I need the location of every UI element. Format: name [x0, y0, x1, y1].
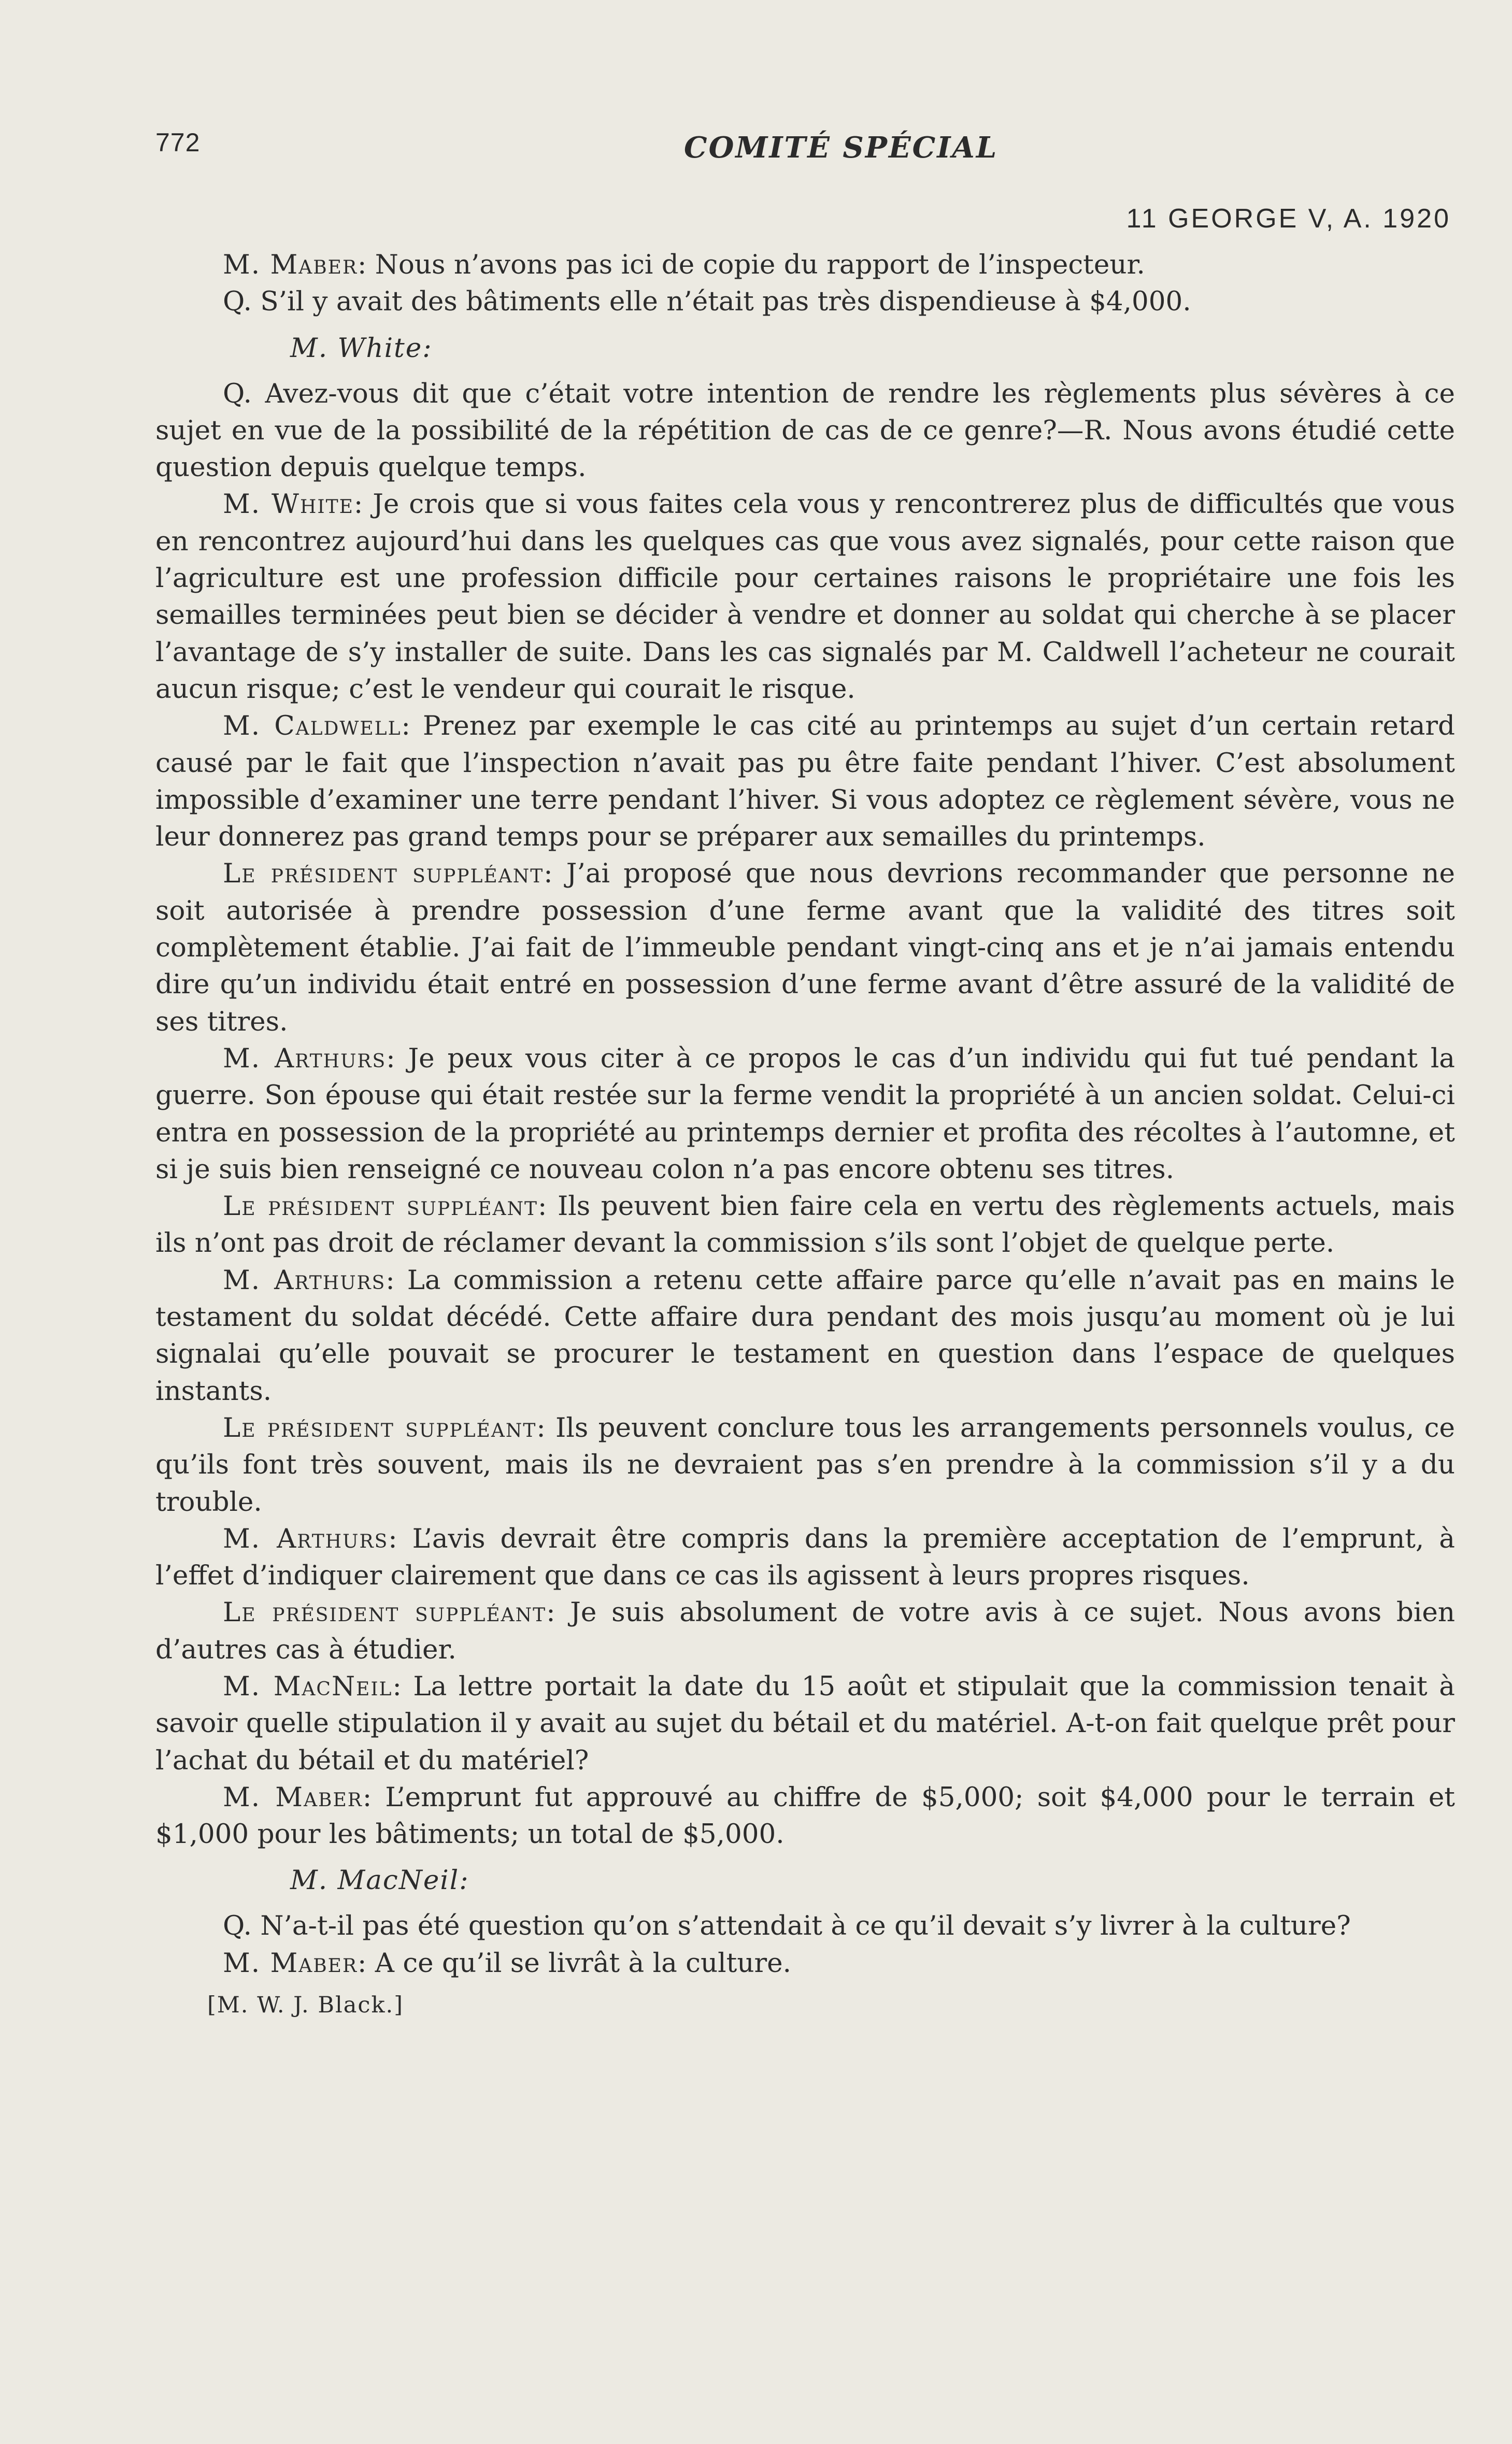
question-paragraph [155, 376, 1455, 487]
paragraph-text: Je peux vous citer à ce propos le cas d’un individu qui fut tué pendant la guerre. Son épouse qui était restée sur la ferme vendit la propriété à un ancien soldat. Celui-ci entra en possession de la propriété au printemps dernier et profita des récoltes à l’automne, et si je suis bien renseigné ce nouveau colon n’a pas encore obtenu ses titres. [155, 1042, 1455, 1185]
paragraph: M. Maber: Nous n’avons pas ici de copie du rapport de l’inspecteur. [223, 249, 1145, 280]
paragraph: M. Maber: L’emprunt fut approuvé au chiffre de $5,000; soit $4,000 pour le terrain et $1,000 pour les bâtiments; un total de $5,000. [155, 1781, 1455, 1850]
paragraph: M. Arthurs: Je peux vous citer à ce propos le cas d’un individu qui fut tué pendant la guerre. Son épouse qui était restée sur la ferme vendit la propriété à un ancien soldat. Celui-ci entra en possession de la propriété au printemps dernier et profita des récoltes à l’automne, et si je suis bien renseigné ce nouveau colon n’a pas encore obtenu ses titres. [155, 1042, 1455, 1185]
paragraph-text: La commission a retenu cette affaire parce qu’elle n’avait pas en mains le testament du soldat décédé. Cette affaire dura pendant des mois jusqu’au moment où je lui signalai qu’elle pouvait se procurer le testament en question dans l’espace de quelques instants. [155, 1264, 1455, 1407]
speaker-label: Le président suppléant [223, 858, 544, 890]
speaker-label: Le président suppléant [223, 1412, 537, 1443]
running-head: COMITÉ SPÉCIAL [684, 131, 999, 165]
paragraph-text: Prenez par exemple le cas cité au printemps au sujet d’un certain retard causé par le fait que l’inspection n’avait pas pu être faite pendant l’hiver. C’est absolument impossible d’examiner une terre pendant l’hiver. Si vous adoptez ce règlement sévère, vous ne leur donnerez pas grand temps pour se préparer aux semailles du printemps. [155, 710, 1456, 853]
speaker-label: M. Maber [223, 1781, 363, 1813]
paragraph-text: Je crois que si vous faites cela vous y rencontrerez plus de difficultés que vous en rencontrez aujourd’hui dans les quelques cas que vous avez signalés, pour cette raison que l’agriculture est une profession difficile pour certaines raisons le propriétaire une fois les semailles terminées peut bien se décider à vendre et donner au soldat qui cherche à se placer l’avantage de s’y installer de suite. Dans les cas signalés par M. Caldwell l’acheteur ne courait aucun risque; c’est le vendeur qui courait le risque. [155, 489, 1456, 705]
speaker-label: M. White [223, 489, 354, 520]
paragraph-text: Nous n’avons pas ici de copie du rapport de l’inspecteur. [375, 249, 1145, 280]
paragraph: M. Arthurs: L’avis devrait être compris dans la première acceptation de l’emprunt, à l’effet d’indiquer clairement que dans ce cas ils agissent à leurs propres risques. [155, 1523, 1455, 1592]
paragraph: M. MacNeil: La lettre portait la date du 15 août et stipulait que la commission tenait à savoir quelle stipulation il y avait au sujet du bétail et du matériel. A-t-on fait quelque prêt pour l’achat du bétail et du matériel? [155, 1670, 1455, 1776]
section-heading-white: M. White: [290, 332, 433, 364]
paragraph-text: Ils peuvent bien faire cela en vertu des règlements actuels, mais ils n’ont pas droit de réclamer devant la commission s’ils sont l’objet de quelque perte. [155, 1191, 1455, 1259]
transcript-body [155, 247, 1455, 2028]
paragraph-text: J’ai proposé que nous devrions recommander que personne ne soit autorisée à prendre possession d’une ferme avant que la validité des titres soit complètement établie. J’ai fait de l’immeuble pendant vingt-cinq ans et je n’ai jamais entendu dire qu’un individu était entré en possession d’une ferme avant d’être assuré de la validité de ses titres. [155, 858, 1455, 1037]
paragraph-text: L’emprunt fut approuvé au chiffre de $5,000; soit $4,000 pour le terrain et $1,000 pour les bâtiments; un total de $5,000. [155, 1781, 1455, 1850]
question-paragraph [155, 1908, 1455, 1945]
paragraph-text: L’avis devrait être compris dans la première acceptation de l’emprunt, à l’effet d’indiquer clairement que dans ce cas ils agissent à leurs propres risques. [155, 1523, 1455, 1592]
paragraph: Le président suppléant: Ils peuvent conclure tous les arrangements personnels voulus, ce qu’ils font très souvent, mais ils ne devraient pas s’en prendre à la commission s’il y a du trouble. [155, 1412, 1455, 1518]
speaker-label: M. Maber [223, 249, 358, 280]
paragraph: M. White: Je crois que si vous faites cela vous y rencontrerez plus de difficultés que vous en rencontrez aujourd’hui dans les quelques cas que vous avez signalés, pour cette raison que l’agriculture est une profession difficile pour certaines raisons le propriétaire une fois les semailles terminées peut bien se décider à vendre et donner au soldat qui cherche à se placer l’avantage de s’y installer de suite. Dans les cas signalés par M. Caldwell l’acheteur ne courait aucun risque; c’est le vendeur qui courait le risque. [155, 489, 1456, 705]
section-heading-macneil: M. MacNeil: [290, 1865, 469, 1896]
paragraph: Le président suppléant: Je suis absolument de votre avis à ce sujet. Nous avons bien d’autres cas à étudier. [155, 1597, 1455, 1665]
question-paragraph [155, 283, 1455, 320]
paragraph: M. Arthurs: La commission a retenu cette affaire parce qu’elle n’avait pas en mains le testament du soldat décédé. Cette affaire dura pendant des mois jusqu’au moment où je lui signalai qu’elle pouvait se procurer le testament en question dans l’espace de quelques instants. [155, 1264, 1455, 1407]
footer-note: [M. W. J. Black.] [207, 1992, 404, 2019]
session-header: 11 GEORGE V, A. 1920 [1126, 204, 1451, 234]
paragraph-text: Q. N’a-t-il pas été question qu’on s’attendait à ce qu’il devait s’y livrer à la culture? [223, 1910, 1351, 1942]
paragraph-text: Q. S’il y avait des bâtiments elle n’était pas très dispendieuse à $4,000. [223, 286, 1191, 318]
speaker-label: M. MacNeil [223, 1670, 393, 1702]
speaker-label: M. Arthurs [223, 1264, 386, 1296]
paragraph: Le président suppléant: J’ai proposé que nous devrions recommander que personne ne soit autorisée à prendre possession d’une ferme avant que la validité des titres soit complètement établie. J’ai fait de l’immeuble pendant vingt-cinq ans et je n’ai jamais entendu dire qu’un individu était entré en possession d’une ferme avant d’être assuré de la validité de ses titres. [155, 858, 1455, 1037]
speaker-label: M. Arthurs [223, 1042, 387, 1074]
paragraph: M. Maber: A ce qu’il se livrât à la culture. [223, 1947, 791, 1979]
speaker-label: M. Caldwell [223, 710, 402, 742]
speaker-label: M. Maber [223, 1947, 358, 1979]
paragraph-text: Ils peuvent conclure tous les arrangements personnels voulus, ce qu’ils font très souvent, mais ils ne devraient pas s’en prendre à la commission s’il y a du trouble. [155, 1412, 1455, 1518]
speaker-label: Le président suppléant [223, 1191, 538, 1222]
paragraph: Le président suppléant: Ils peuvent bien faire cela en vertu des règlements actuels, mais ils n’ont pas droit de réclamer devant la commission s’ils sont l’objet de quelque perte. [155, 1191, 1455, 1259]
paragraph: M. Caldwell: Prenez par exemple le cas cité au printemps au sujet d’un certain retard causé par le fait que l’inspection n’avait pas pu être faite pendant l’hiver. C’est absolument impossible d’examiner une terre pendant l’hiver. Si vous adoptez ce règlement sévère, vous ne leur donnerez pas grand temps pour se préparer aux semailles du printemps. [155, 710, 1456, 853]
speaker-label: M. Arthurs [223, 1523, 389, 1554]
paragraph-text: A ce qu’il se livrât à la culture. [375, 1947, 791, 1979]
paragraph-text: Q. Avez-vous dit que c’était votre intention de rendre les règlements plus sévères à ce sujet en vue de la possibilité de la répétition de cas de ce genre?—R. Nous avons étudié cette question depuis quelque temps. [155, 378, 1455, 483]
speaker-label: Le président suppléant [223, 1597, 547, 1628]
paragraph-text: La lettre portait la date du 15 août et stipulait que la commission tenait à savoir quelle stipulation il y avait au sujet du bétail et du matériel. A-t-on fait quelque prêt pour l’achat du bétail et du matériel? [155, 1670, 1455, 1776]
page-number: 772 [155, 128, 201, 157]
paragraph-text: Je suis absolument de votre avis à ce sujet. Nous avons bien d’autres cas à étudier. [155, 1597, 1455, 1665]
